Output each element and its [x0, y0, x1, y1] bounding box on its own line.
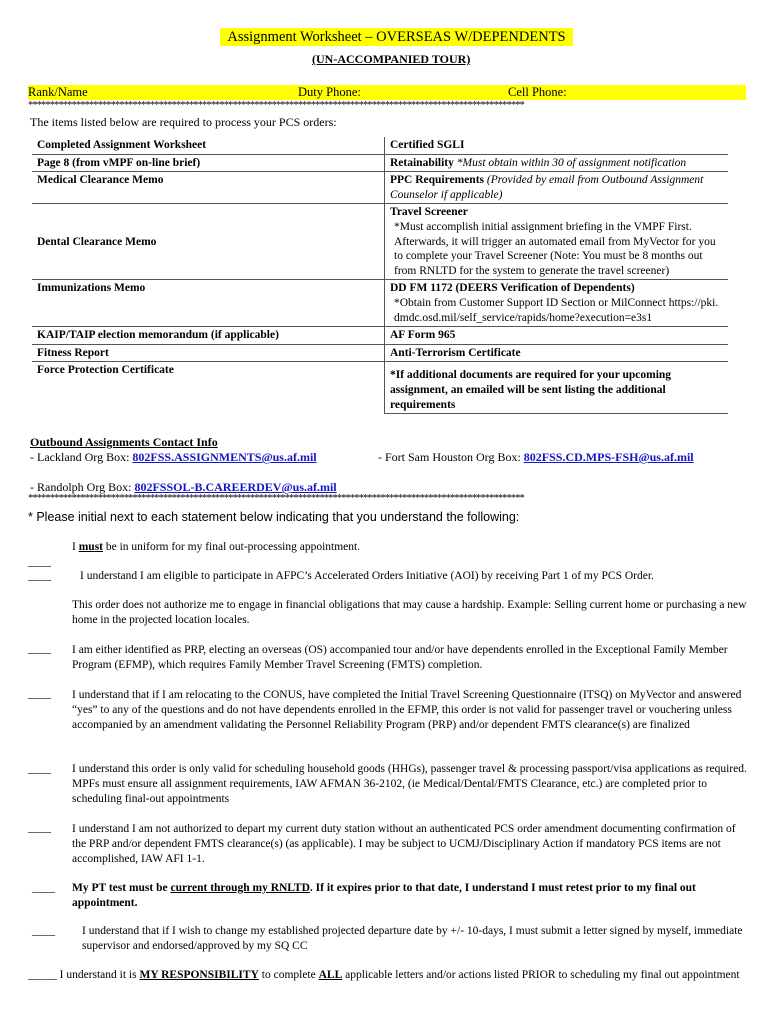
initial-blank-5[interactable]: ____ [28, 688, 51, 700]
contacts-heading: Outbound Assignments Contact Info [30, 435, 218, 449]
randolph-contact: - Randolph Org Box: 802FSSOL-B.CAREERDEV@us.af.mil [30, 480, 337, 494]
separator-line: ****************************************************************************************************************** [28, 101, 524, 111]
statement-10: _____ I understand it is MY RESPONSIBILITY to complete ALL applicable letters and/or actions listed PRIOR to scheduling my final out appointment [28, 969, 740, 981]
initial-blank-8[interactable]: ____ [32, 882, 55, 894]
req-right: Certified SGLI [385, 137, 729, 154]
req-left: Force Protection Certificate [32, 362, 385, 414]
req-right: AF Form 965 [385, 327, 729, 345]
statement-7: I understand I am not authorized to depart my current duty station without an authenticated PCS order amendment documenting confirmation of the PRP and/or dependent FMTS clearance(s) (as applicable). I may be subject to UCMJ/Disciplinary Action if mandatory PCS items are not accomplished, IAW AFI 1-1. [72, 823, 736, 865]
statement-3: This order does not authorize me to engage in financial obligations that may cause a hardship. Example: Selling current home or purchasing a new home in the projected location locales. [72, 599, 747, 626]
req-right: PPC Requirements (Provided by email from Outbound Assignment Counselor if applicable) [385, 172, 729, 204]
separator-line: ****************************************************************************************************************** [28, 494, 524, 504]
initial-instructions: * Please initial next to each statement below indicating that you understand the following: [28, 510, 520, 524]
req-left: Page 8 (from vMPF on-line brief) [32, 154, 385, 172]
req-right: Retainability *Must obtain within 30 of assignment notification [385, 154, 729, 172]
statement-2: I understand I am eligible to participate in AFPC’s Accelerated Orders Initiative (AOI) by receiving Part 1 of my PCS Order. [80, 570, 654, 582]
table-row [32, 172, 728, 204]
table-row [32, 154, 728, 172]
rank-phone-bar [28, 85, 746, 100]
table-row [32, 280, 728, 327]
req-right: DD FM 1172 (DEERS Verification of Dependents) *Obtain from Customer Support ID Section or MilConnect https://pki.dmdc.osd.mil/self_service/rapids/home?execution=e3s1 [385, 280, 729, 327]
req-left: Dental Clearance Memo [32, 204, 385, 280]
req-left: Medical Clearance Memo [32, 172, 385, 204]
page-title: Assignment Worksheet – OVERSEAS W/DEPENDENTS [220, 28, 573, 46]
req-left: KAIP/TAIP election memorandum (if applicable) [32, 327, 385, 345]
duty-phone-label: Duty Phone: [298, 85, 361, 99]
req-right: Anti-Terrorism Certificate [385, 344, 729, 362]
lackland-email-link[interactable]: 802FSS.ASSIGNMENTS@us.af.mil [132, 450, 317, 464]
table-row [32, 327, 728, 345]
initial-blank-10[interactable]: _____ [28, 969, 57, 981]
initial-blank-6[interactable]: ____ [28, 763, 51, 775]
table-row [32, 344, 728, 362]
statement-4: I am either identified as PRP, electing an overseas (OS) accompanied tour and/or have dependents enrolled in the Exceptional Family Member Program (EFMP), which requires Family Member Travel Screening (FMTS) completion. [72, 644, 728, 671]
initial-blank-9[interactable]: ____ [32, 925, 55, 937]
lackland-contact: - Lackland Org Box: 802FSS.ASSIGNMENTS@us.af.mil [30, 450, 317, 464]
req-right: Travel Screener *Must accomplish initial assignment briefing in the VMPF First. Afterwards, it will trigger an automated email from MyVector for you to complete your Travel Screener (Note: You must be 8 months out from RNLTD for the system to generate the travel screener) [385, 204, 729, 280]
page-subtitle: (UN-ACCOMPANIED TOUR) [312, 52, 471, 66]
initial-blank-2[interactable]: ____ [28, 570, 51, 582]
req-left: Completed Assignment Worksheet [32, 137, 385, 154]
initial-blank-1[interactable]: ____ [28, 556, 51, 568]
rank-name-label: Rank/Name [28, 85, 88, 99]
table-row [32, 362, 728, 414]
statement-9: I understand that if I wish to change my established projected departure date by +/- 10-days, I must submit a letter signed by myself, immediate supervisor and endorsed/approved by my SQ CC [82, 925, 743, 952]
req-left: Immunizations Memo [32, 280, 385, 327]
req-right: *If additional documents are required for your upcoming assignment, an emailed will be sent listing the additional requirements [385, 362, 729, 414]
intro-text: The items listed below are required to process your PCS orders: [30, 115, 337, 129]
requirements-table [32, 137, 728, 414]
cell-phone-label: Cell Phone: [508, 85, 567, 99]
fsh-email-link[interactable]: 802FSS.CD.MPS-FSH@us.af.mil [523, 450, 694, 464]
randolph-email-link[interactable]: 802FSSOL-B.CAREERDEV@us.af.mil [134, 480, 337, 494]
statement-5: I understand that if I am relocating to the CONUS, have completed the Initial Travel Screening Questionnaire (ITSQ) on MyVector and answered “yes” to any of the questions and do not have dependents enrolled in the EFMP, this order is not valid for passenger travel or vouchering unless accompanied by an amendment validating the Personnel Reliability Program (PRP) and/or dependent FMTS clearance(s) are finalized [72, 689, 742, 731]
statement-6: I understand this order is only valid for scheduling household goods (HHGs), passenger travel & processing passport/visa applications as required. MPFs must ensure all assignment requirements, IAW AFMAN 36-2102, (ie Medical/Dental/FMTS Clearance, etc.) are completed prior to scheduling final-out appointments [72, 763, 747, 805]
fsh-contact: - Fort Sam Houston Org Box: 802FSS.CD.MPS-FSH@us.af.mil [378, 450, 694, 464]
statement-8: My PT test must be current through my RNLTD. If it expires prior to that date, I understand I must retest prior to my final out appointment. [72, 882, 696, 909]
statement-1: I must be in uniform for my final out-processing appointment. [72, 541, 361, 553]
initial-blank-7[interactable]: ____ [28, 822, 51, 834]
initial-blank-4[interactable]: ____ [28, 643, 51, 655]
table-row [32, 204, 728, 280]
table-row [32, 137, 728, 154]
req-left: Fitness Report [32, 344, 385, 362]
